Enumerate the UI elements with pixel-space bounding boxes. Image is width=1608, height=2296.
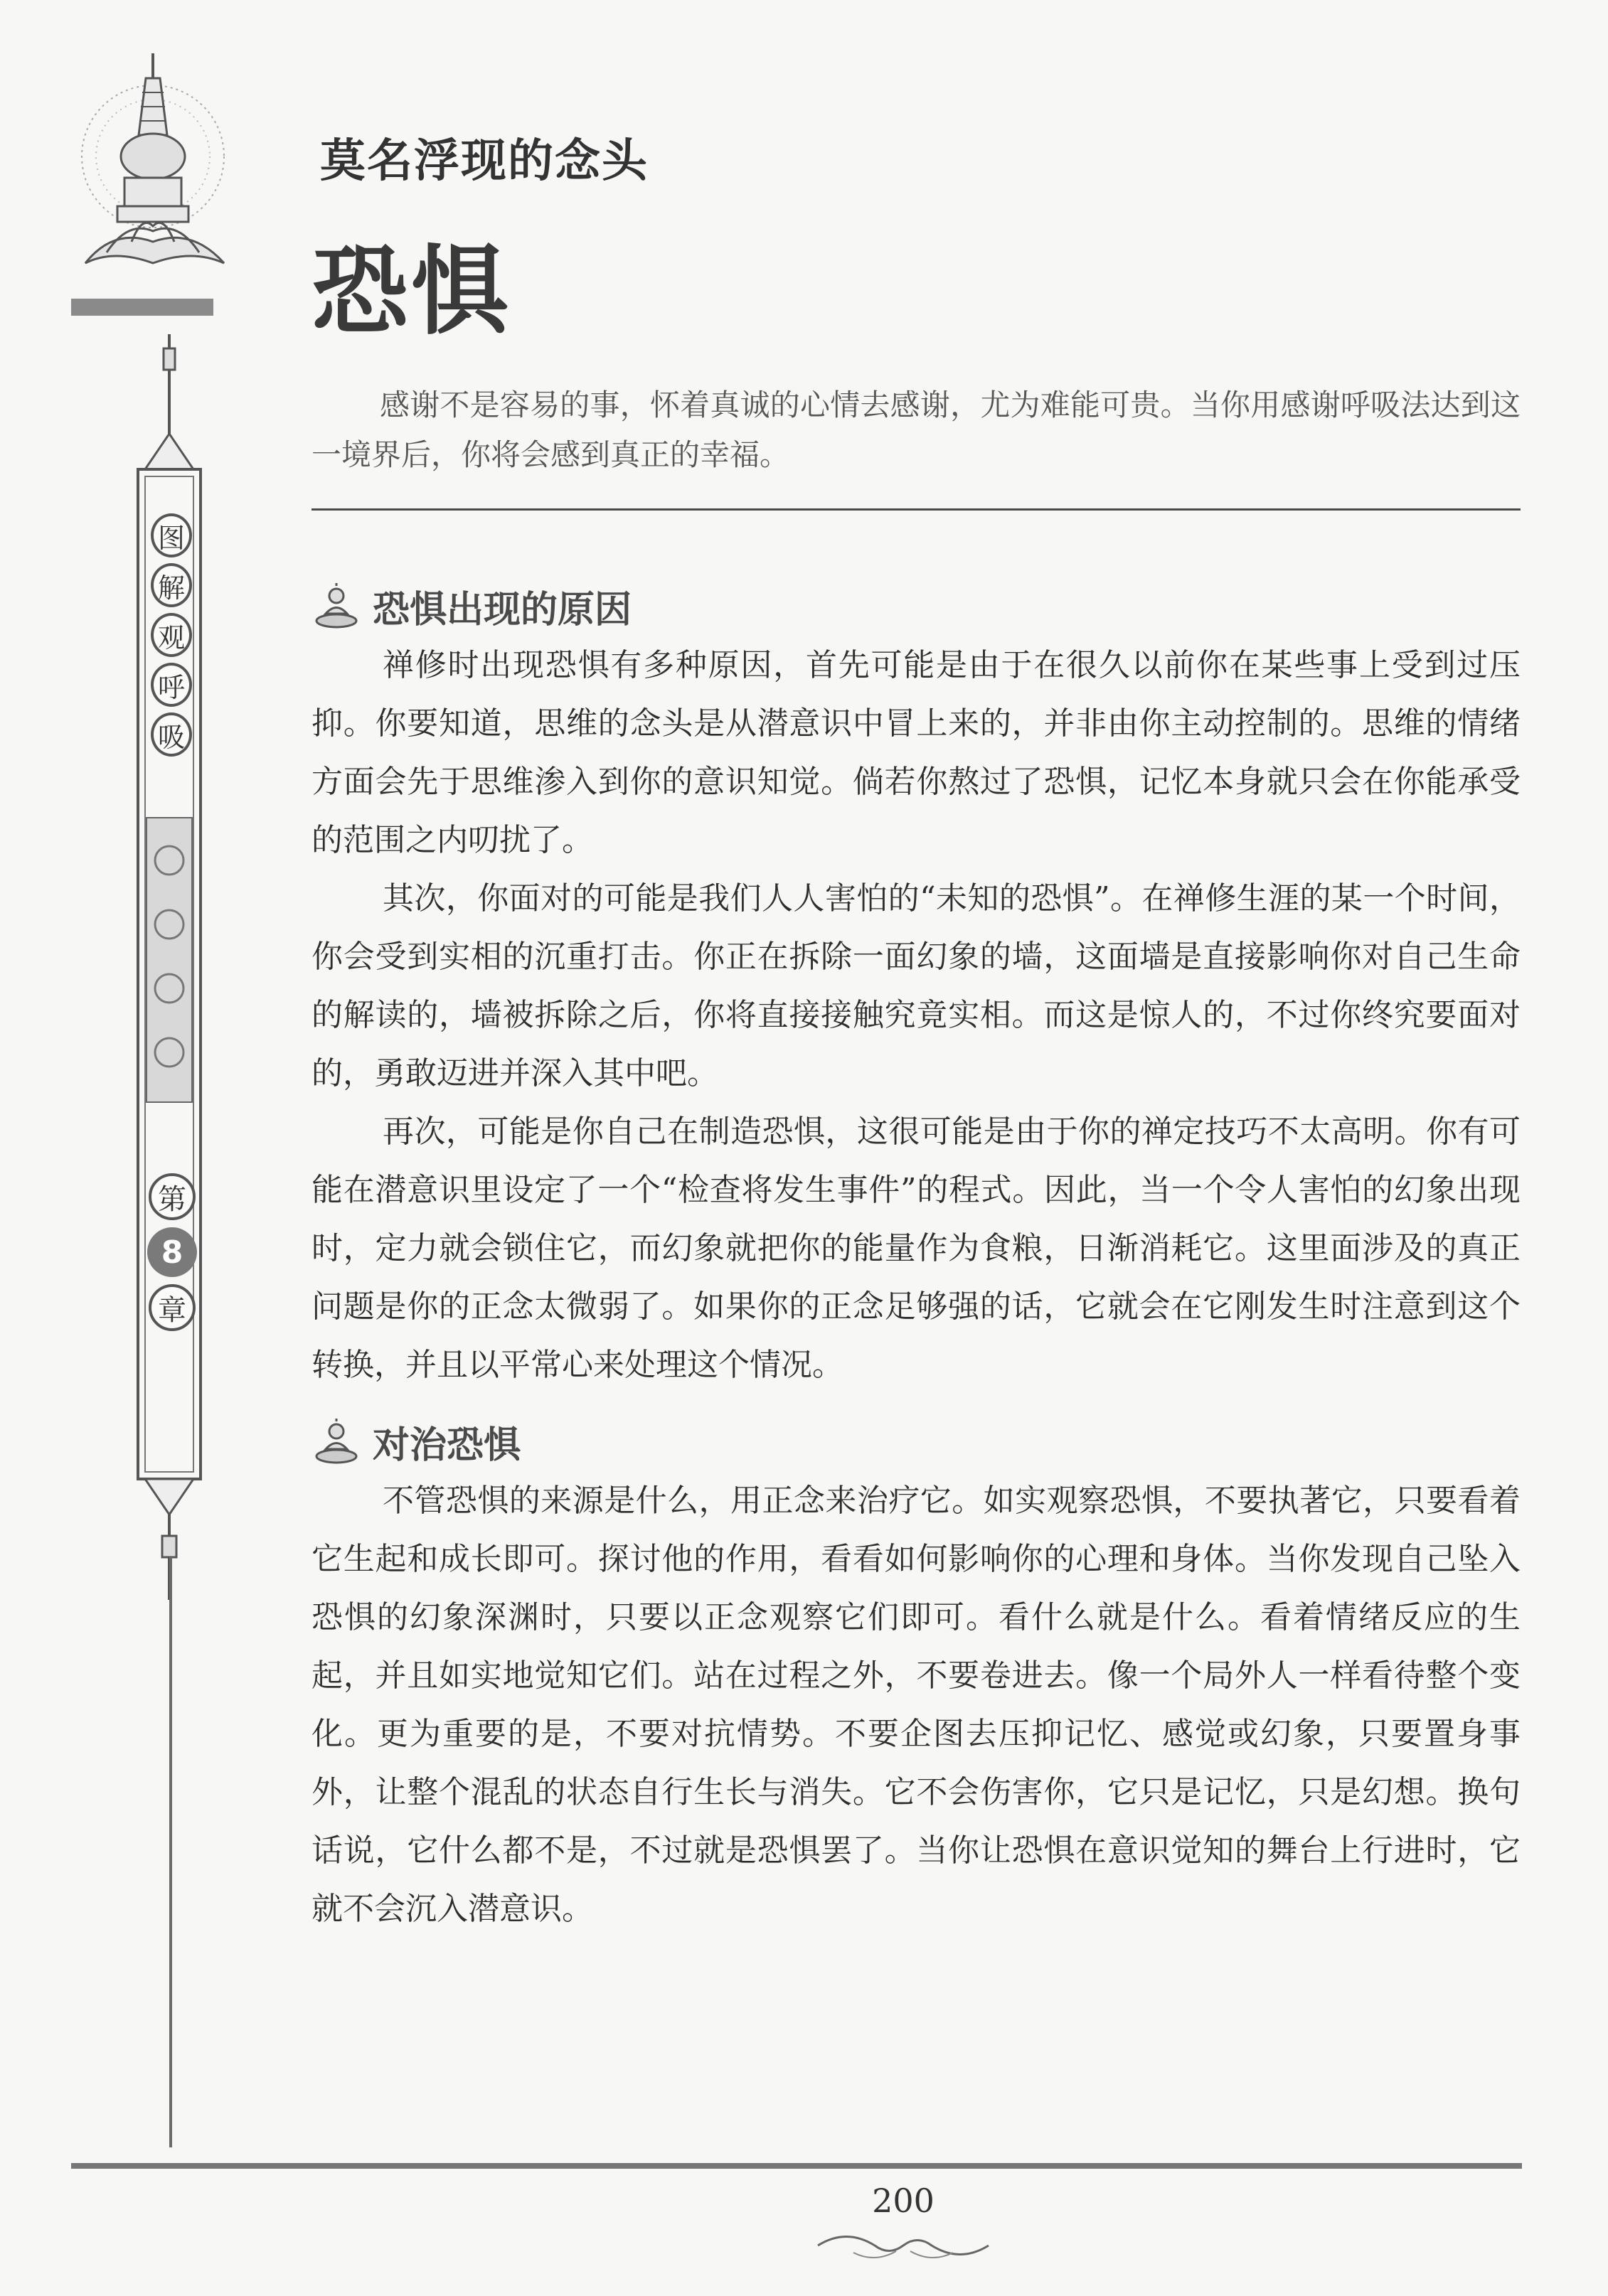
paragraph: 不管恐惧的来源是什么，用正念来治疗它。如实观察恐惧，不要执著它，只要看着它生起和成长即可。探讨他的作用，看看如何影响你的心理和身体。当你发现自己坠入恐惧的幻象深渊时，只要以正念观察它们即可。看什么就是什么。看着情绪反应的生起，并且如实地觉知它们。站在过程之外，不要卷进去。像一个局外人一样看待整个变化。更为重要的是，不要对抗情势。不要企图去压抑记忆、感觉或幻象，只要置身事外，让整个混乱的状态自行生长与消失。它不会伤害你，它只是记忆，只是幻想。换句话说，它什么都不是，不过就是恐惧罢了。当你让恐惧在意识觉知的舞台上行进时，它就不会沉入潜意识。 [312,1483,1521,1927]
stupa-ornament-icon [71,50,242,284]
section-heading [312,580,632,633]
book-title-char: 吸 [151,712,192,757]
chapter-number: 8 [147,1227,197,1277]
chapter-marker [142,1173,202,1331]
page-subtitle: 莫名浮现的念头 [320,135,649,188]
meditating-buddha-icon [312,582,361,631]
section-heading-text: 恐惧出现的原因 [373,588,632,631]
book-title-char: 解 [151,563,192,607]
meditating-buddha-icon [312,1417,361,1467]
page-number: 200 [872,2182,935,2220]
chapter-prefix: 第 [149,1173,196,1220]
paragraph: 再次，可能是你自己在制造恐惧，这很可能是由于你的禅定技巧不太高明。你有可能在潜意识里设定了一个“检查将发生事件”的程式。因此，当一个令人害怕的幻象出现时，定力就会锁住它，而幻象就把你的能量作为食粮，日渐消耗它。这里面涉及的真正问题是你的正念太微弱了。如果你的正念足够强的话，它就会在它刚发生时注意到这个转换，并且以平常心来处理这个情况。 [312,1114,1521,1383]
book-title-char: 观 [151,613,192,657]
intro-text: 感谢不是容易的事，怀着真诚的心情去感谢，尤为难能可贵。当你用感谢呼吸法达到这一境界后，你将会感到真正的幸福。 [312,388,1521,472]
flourish-ornament-icon [811,2224,996,2267]
section-heading-text: 对治恐惧 [373,1424,521,1467]
section-body [312,1472,1521,1938]
paragraph: 其次，你面对的可能是我们人人害怕的“未知的恐惧”。在禅修生涯的某一个时间，你会受到实相的沉重打击。你正在拆除一面幻象的墙，这面墙是直接影响你对自己生命的解读的，墙被拆除之后，你将直接接触究竟实相。而这是惊人的，不过你终究要面对的，勇敢迈进并深入其中吧。 [312,880,1521,1091]
header-rule [71,299,213,316]
intro-divider [312,508,1521,511]
book-title-vertical [147,513,196,757]
margin-line [169,1557,172,2147]
book-title-char: 图 [151,513,192,557]
section-body [312,636,1521,1394]
paragraph: 禅修时出现恐惧有多种原因，首先可能是由于在很久以前你在某些事上受到过压抑。你要知道，思维的念头是从潜意识中冒上来的，并非由你主动控制的。思维的情绪方面会先于思维渗入到你的意识知觉。倘若你熬过了恐惧，记忆本身就只会在你能承受的范围之内叨扰了。 [312,647,1521,858]
book-title-char: 呼 [151,663,192,707]
section-heading [312,1415,521,1468]
footer-rule [71,2163,1522,2169]
page-title: 恐惧 [312,236,511,348]
chapter-suffix: 章 [149,1284,196,1331]
